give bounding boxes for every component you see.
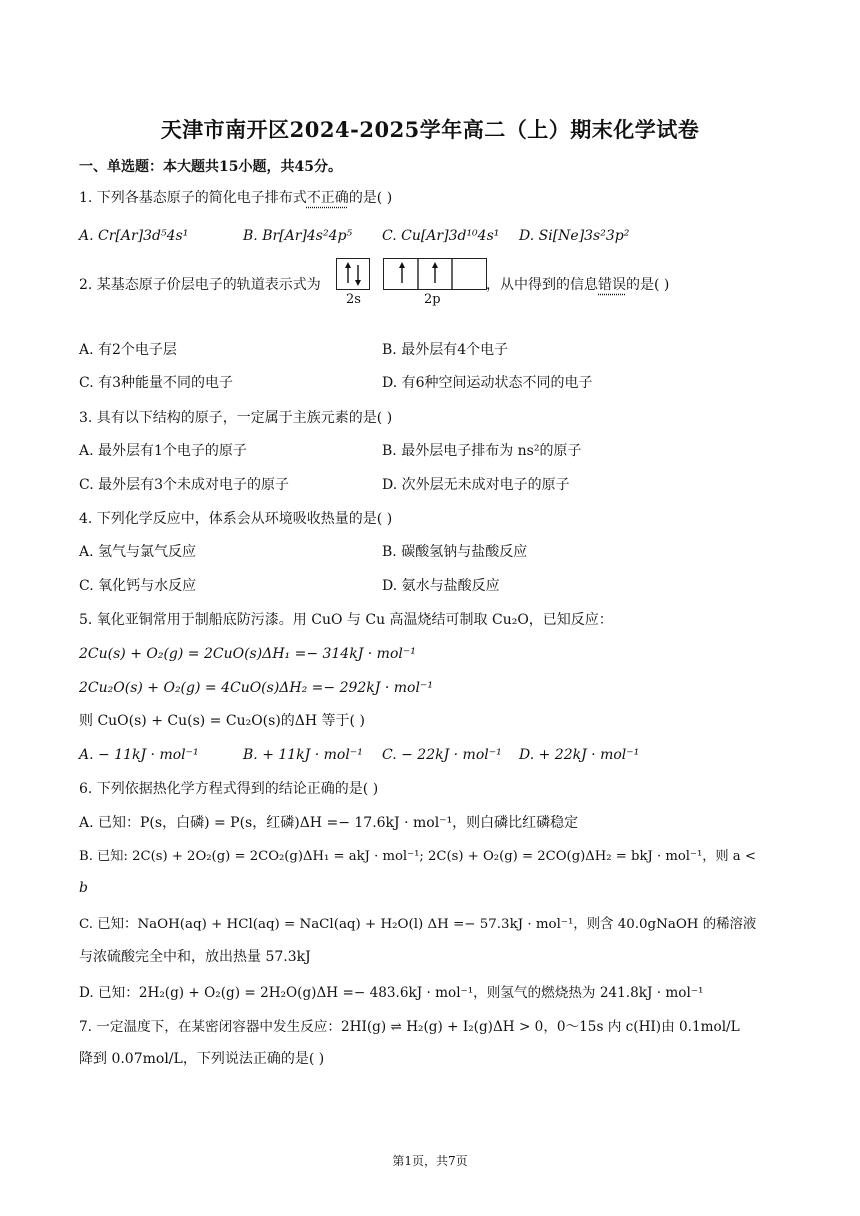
- q1-stem-a: 1. 下列各基态原子的简化电子排布式: [79, 190, 307, 206]
- orbital-2p-box: [383, 258, 487, 290]
- paired-arrows-icon: [337, 259, 369, 289]
- q2-option-d: D. 有6种空间运动状态不同的电子: [382, 375, 593, 391]
- q2-stem-b: ，从中得到的信息: [486, 277, 598, 293]
- q7-stem-line2: 降到 0.07mol/L，下列说法正确的是( ): [79, 1051, 325, 1067]
- q3-option-b: B. 最外层电子排布为 ns²的原子: [382, 443, 582, 459]
- q1-stem-c: 的是( ): [348, 190, 393, 206]
- q1-option-d: D. Si[Ne]3s²3p²: [519, 228, 630, 244]
- q4-option-d: D. 氨水与盐酸反应: [382, 578, 500, 594]
- q2-stem-a: 2. 某基态原子价层电子的轨道表示式为: [79, 277, 321, 293]
- section-heading: 一、单选题：本大题共15小题，共45分。: [79, 159, 342, 175]
- q5-equation-2: 2Cu₂O(s) + O₂(g) = 4CuO(s)ΔH₂ =− 292kJ · mol⁻¹: [79, 680, 433, 696]
- q6-option-d: D. 已知：2H₂(g) + O₂(g) = 2H₂O(g)ΔH =− 483.6kJ · mol⁻¹，则氢气的燃烧热为 241.8kJ · mol⁻¹: [79, 985, 704, 1001]
- label-2s: 2s: [346, 292, 361, 307]
- unpaired-arrows-icon: [384, 259, 486, 289]
- page-footer: 第1页，共7页: [392, 1154, 468, 1168]
- q6-option-b-line2: b: [79, 880, 88, 896]
- q5-option-a: A. − 11kJ · mol⁻¹: [79, 747, 199, 763]
- q2-option-b: B. 最外层有4个电子: [382, 342, 509, 358]
- q5-equation-1: 2Cu(s) + O₂(g) = 2CuO(s)ΔH₁ =− 314kJ · mol⁻¹: [79, 646, 416, 662]
- q6-option-c-line2: 与浓硫酸完全中和，放出热量 57.3kJ: [79, 949, 311, 965]
- q3-option-c: C. 最外层有3个未成对电子的原子: [79, 477, 290, 493]
- q6-option-b-line1: B. 已知: 2C(s) + 2O₂(g) = 2CO₂(g)ΔH₁ = akJ · mol⁻¹; 2C(s) + O₂(g) = 2CO(g)ΔH₂ = bkJ · mol⁻¹，则 a <: [79, 849, 756, 864]
- q6-option-a: A. 已知：P(s，白磷) = P(s，红磷)ΔH =− 17.6kJ · mol⁻¹，则白磷比红磷稳定: [79, 815, 579, 831]
- q4-option-a: A. 氢气与氯气反应: [79, 544, 197, 560]
- q4-option-b: B. 碳酸氢钠与盐酸反应: [382, 544, 528, 560]
- q5-option-c: C. − 22kJ · mol⁻¹: [382, 747, 502, 763]
- orbital-2s-box: [336, 258, 370, 290]
- q4-stem: 4. 下列化学反应中，体系会从环境吸收热量的是( ): [79, 511, 393, 527]
- q2-stem-d: 的是( ): [626, 277, 670, 293]
- q1-option-c: C. Cu[Ar]3d¹⁰4s¹: [382, 228, 500, 244]
- q1-stem-emph: 不正确: [306, 190, 349, 206]
- q2-stem-emph: 错误: [598, 277, 626, 293]
- q3-option-d: D. 次外层无未成对电子的原子: [382, 477, 570, 493]
- q5-question: 则 CuO(s) + Cu(s) = Cu₂O(s)的ΔH 等于( ): [79, 713, 365, 729]
- q2-option-a: A. 有2个电子层: [79, 342, 177, 358]
- q2-option-c: C. 有3种能量不同的电子: [79, 375, 234, 391]
- q5-option-d: D. + 22kJ · mol⁻¹: [519, 747, 640, 763]
- q4-option-c: C. 氧化钙与水反应: [79, 578, 197, 594]
- q1-option-a: A. Cr[Ar]3d⁵4s¹: [79, 228, 189, 244]
- q2-stem-rest: [486, 275, 669, 295]
- q6-stem: 6. 下列依据热化学方程式得到的结论正确的是( ): [79, 781, 379, 797]
- q6-option-c-line1: C. 已知：NaOH(aq) + HCl(aq) = NaCl(aq) + H₂O(l) ΔH =− 57.3kJ · mol⁻¹，则含 40.0gNaOH 的稀溶液: [79, 917, 757, 932]
- label-2p: 2p: [424, 292, 441, 307]
- q3-option-a: A. 最外层有1个电子的原子: [79, 443, 247, 459]
- exam-title: 天津市南开区2024-2025学年高二（上）期末化学试卷: [160, 117, 700, 142]
- q3-stem: 3. 具有以下结构的原子，一定属于主族元素的是( ): [79, 410, 393, 426]
- q1-option-b: B. Br[Ar]4s²4p⁵: [243, 228, 353, 244]
- q5-option-b: B. + 11kJ · mol⁻¹: [243, 747, 363, 763]
- q1-stem: [79, 188, 392, 208]
- q5-stem: 5. 氧化亚铜常用于制船底防污漆。用 CuO 与 Cu 高温烧结可制取 Cu₂O，已知反应：: [79, 612, 613, 628]
- q7-stem-line1: 7. 一定温度下，在某密闭容器中发生反应：2HI(g) ⇌ H₂(g) + I₂(g)ΔH > 0，0～15s 内 c(HI)由 0.1mol/L: [79, 1019, 740, 1035]
